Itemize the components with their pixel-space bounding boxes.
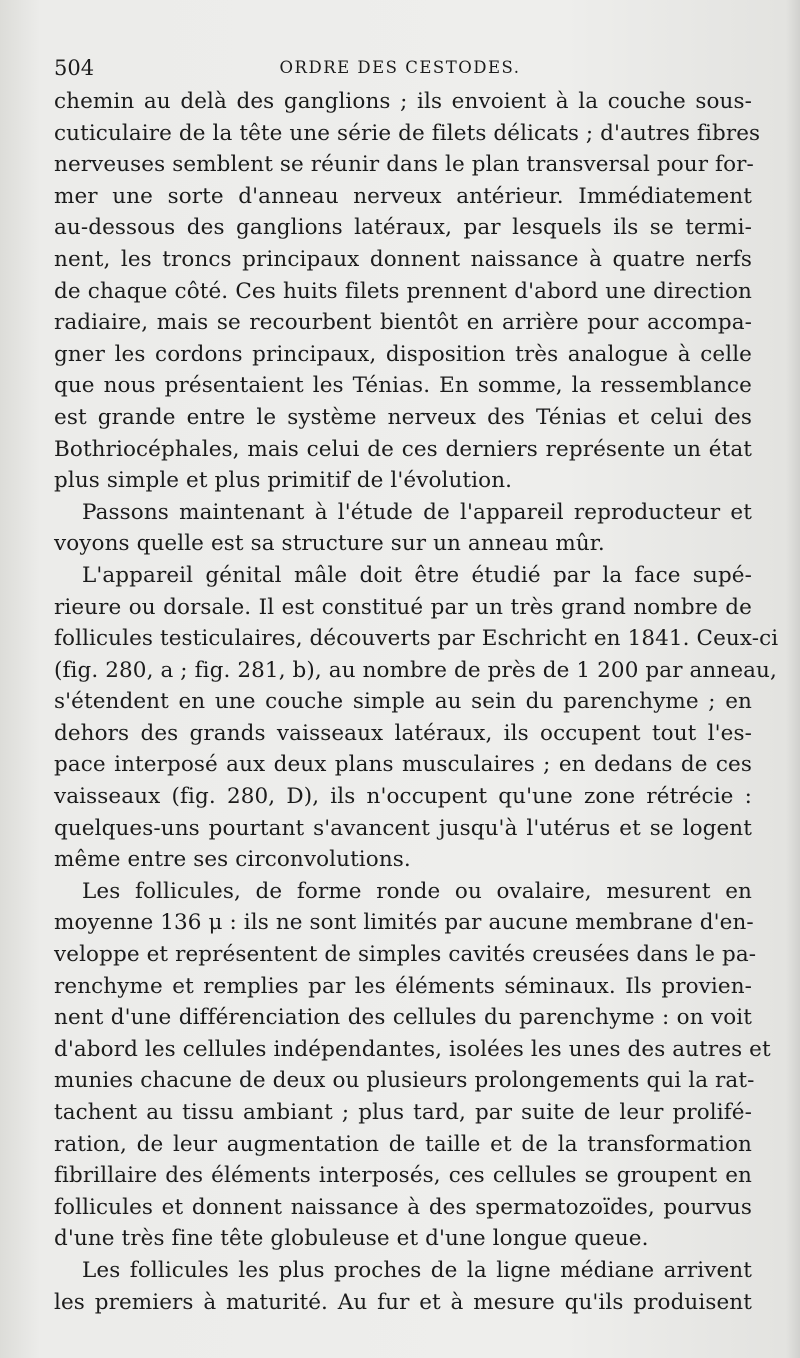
- text-line: d'une très fine tête globuleuse et d'une longue queue.: [54, 1226, 649, 1252]
- text-line: (fig. 280, a ; fig. 281, b), au nombre de près de 1 200 par anneau,: [54, 657, 777, 683]
- text-line: fibrillaire des éléments interposés, ces cellules se groupent en: [54, 1163, 752, 1189]
- text-line: Les follicules, de forme ronde ou ovalaire, mesurent en: [82, 878, 752, 904]
- text-line: Passons maintenant à l'étude de l'appareil reproducteur et: [82, 499, 752, 525]
- paragraph: [54, 497, 752, 560]
- text-line: nent d'une différenciation des cellules du parenchyme : on voit: [54, 1005, 752, 1031]
- text-line: s'étendent en une couche simple au sein du parenchyme ; en: [54, 689, 752, 715]
- text-line: est grande entre le système nerveux des Ténias et celui des: [54, 404, 752, 430]
- text-line: au-dessous des ganglions latéraux, par lesquels ils se termi-: [54, 215, 752, 241]
- text-line: ration, de leur augmentation de taille et de la transformation: [54, 1131, 752, 1157]
- text-line: que nous présentaient les Ténias. En somme, la ressemblance: [54, 373, 752, 399]
- text-line: dehors des grands vaisseaux latéraux, ils occupent tout l'es-: [54, 720, 752, 746]
- paragraph: [54, 560, 779, 876]
- text-line: L'appareil génital mâle doit être étudié par la face supé-: [82, 562, 752, 588]
- text-line: tachent au tissu ambiant ; plus tard, par suite de leur prolifé-: [54, 1100, 752, 1125]
- text-line: même entre ses circonvolutions.: [54, 847, 411, 873]
- paragraph: [54, 86, 761, 497]
- text-line: plus simple et plus primitif de l'évolution.: [54, 468, 513, 494]
- page-number: 504: [54, 56, 95, 80]
- page-edge-shadow: [786, 0, 800, 1358]
- text-line: nent, les troncs principaux donnent naissance à quatre nerfs: [54, 246, 752, 272]
- text-line: follicules testiculaires, découverts par Eschricht en 1841. Ceux-ci: [54, 626, 779, 652]
- text-line: munies chacune de deux ou plusieurs prolongements qui la rat-: [54, 1068, 755, 1094]
- running-title: ORDRE DES CESTODES.: [279, 58, 521, 77]
- text-line: voyons quelle est sa structure sur un anneau mûr.: [54, 531, 605, 557]
- text-line: vaisseaux (fig. 280, D), ils n'occupent qu'une zone rétrécie :: [54, 784, 752, 810]
- text-line: radiaire, mais se recourbent bientôt en arrière pour accompa-: [54, 310, 752, 336]
- text-line: les premiers à maturité. Au fur et à mesure qu'ils produisent: [54, 1289, 752, 1315]
- paragraph: [54, 876, 771, 1255]
- text-line: follicules et donnent naissance à des spermatozoïdes, pourvus: [54, 1194, 752, 1220]
- page-header: [54, 56, 746, 82]
- text-line: cuticulaire de la tête une série de filets délicats ; d'autres fibres: [54, 120, 761, 146]
- text-line: renchyme et remplies par les éléments séminaux. Ils provien-: [54, 973, 752, 999]
- text-line: nerveuses semblent se réunir dans le plan transversal pour for-: [54, 152, 754, 178]
- text-line: rieure ou dorsale. Il est constitué par un très grand nombre de: [54, 594, 752, 620]
- text-line: d'abord les cellules indépendantes, isolées les unes des autres et: [54, 1036, 771, 1062]
- text-line: gner les cordons principaux, disposition très analogue à celle: [54, 341, 752, 367]
- text-line: veloppe et représentent de simples cavités creusées dans le pa-: [54, 942, 757, 968]
- text-line: quelques-uns pourtant s'avancent jusqu'à l'utérus et se logent: [54, 815, 752, 841]
- text-line: mer une sorte d'anneau nerveux antérieur. Immédiatement: [54, 183, 752, 209]
- text-line: moyenne 136 μ : ils ne sont limités par aucune membrane d'en-: [54, 910, 754, 936]
- text-line: pace interposé aux deux plans musculaires ; en dedans de ces: [54, 752, 752, 778]
- paragraph: [54, 1255, 752, 1318]
- text-line: Bothriocéphales, mais celui de ces derniers représente un état: [54, 436, 752, 462]
- body-text: [54, 86, 779, 1318]
- text-line: de chaque côté. Ces huits filets prennent d'abord une direction: [54, 278, 752, 304]
- text-line: Les follicules les plus proches de la ligne médiane arrivent: [82, 1257, 752, 1283]
- text-line: chemin au delà des ganglions ; ils envoient à la couche sous-: [54, 89, 752, 114]
